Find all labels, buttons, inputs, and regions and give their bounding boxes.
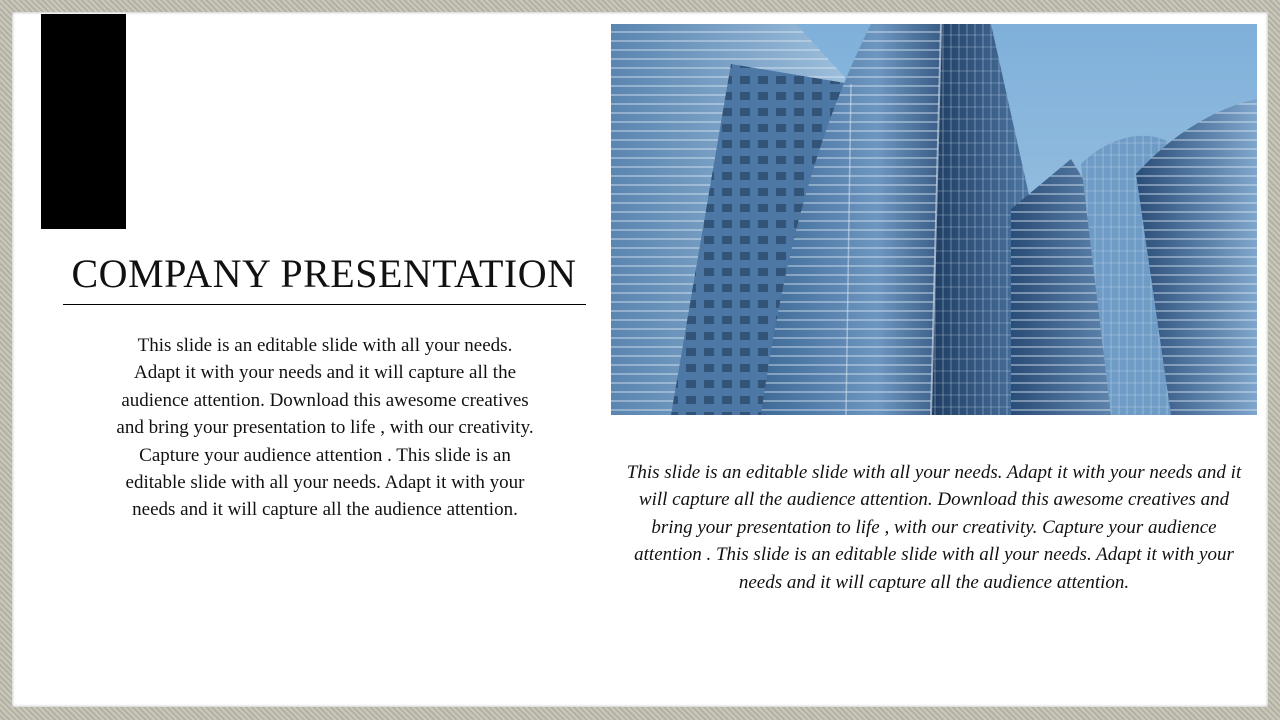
right-body-text: This slide is an editable slide with all your needs. Adapt it with your needs and it will capture all the audience attention. Download this awesome creatives and bring your presentation to life , with our creativity. Capture your audience attention . This slide is an editable slide with all your needs. Adapt it with your needs and it will capture all the audience attention. [626,462,1242,593]
slide-title: COMPANY PRESENTATION [71,251,577,296]
title-underline [63,304,586,305]
left-body-text: This slide is an editable slide with all your needs. Adapt it with your needs and it will capture all the audience attention. Download this awesome creatives and bring your presentation to life , with our creativity. Capture your audience attention . This slide is an editable slide with all your needs. Adapt it with your needs and it will capture all the audience attention. [116,335,534,521]
slide [12,12,1268,707]
skyscrapers-photo [611,24,1257,415]
accent-bar [41,14,126,229]
